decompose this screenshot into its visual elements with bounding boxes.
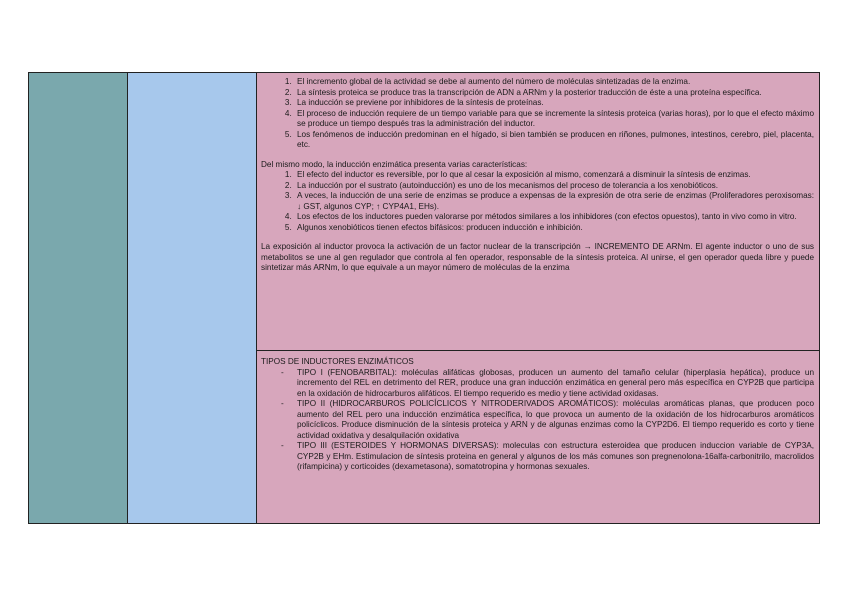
list-item: 3. A veces, la inducción de una serie de enzimas se produce a expensas de la expresión de otra serie de enzimas (Proliferadores peroxisomas: ↓ GST, algunos CYP; ↑ CYP4A1, EHs). (294, 191, 814, 212)
list-item: - TIPO III (ESTEROIDES Y HORMONAS DIVERSAS): moleculas con estructura esteroidea que producen induccion variable de CYP3A, CYP2B y EHm. Estimulacion de síntesis proteina en general y algunos de los más comunes son pregnenolona-16alfa-carbonitrilo, macrolidos (rifampicina) y corticoides (dexametasona), somatotropina y hormonas sexuales. (297, 441, 814, 473)
spacer (261, 233, 814, 242)
list-item: - TIPO I (FENOBARBITAL): moléculas alifáticas globosas, producen un aumento del tamaño celular (hiperplasia hepática), produce un incremento del REL en detrimento del RER, produce una gran inducción enzimática en general pero más específica en CYP2B que participa en la oxidación de hidrocarburos alifáticos. El tiempo requerido es medio y tiene actividad oxidasas. (297, 368, 814, 400)
list-item: 4. Los efectos de los inductores pueden valorarse por métodos similares a los inhibidores (con efectos opuestos), tanto in vivo como in vitro. (294, 212, 814, 223)
list-item: 2. La síntesis proteica se produce tras la transcripción de ADN a ARNm y la posterior traducción de éste a una proteína específica. (294, 88, 814, 99)
table-column-content (257, 73, 819, 523)
table-column-first (29, 73, 128, 523)
document-table (28, 72, 820, 524)
characteristics-intro: Del mismo modo, la inducción enzimática presenta varias características: (261, 159, 528, 169)
list-item: 5. Algunos xenobióticos tienen efectos bifásicos: producen inducción e inhibición. (294, 223, 814, 234)
list-item: 2. La inducción por el sustrato (autoinducción) es uno de los mecanismos del proceso de tolerancia a los xenobióticos. (294, 181, 814, 192)
list-item: 1. El incremento global de la actividad se debe al aumento del número de moléculas sintetizadas de la enzima. (294, 77, 814, 88)
table-cell-inducer-types (257, 351, 819, 523)
table-column-second (128, 73, 257, 523)
list-item: 5. Los fenómenos de inducción predominan en el hígado, si bien también se producen en riñones, pulmones, intestinos, cerebro, piel, placenta, etc. (294, 130, 814, 151)
inducer-types-heading: TIPOS DE INDUCTORES ENZIMÁTICOS (261, 357, 414, 366)
characteristics-list (261, 170, 814, 233)
list-item: - TIPO II (HIDROCARBUROS POLICÍCLICOS Y NITRODERIVADOS AROMÁTICOS): moléculas aromáticas planas, que producen poco aumento del REL pero una inducción enzimática específica, lo que provoca un aumento de la oxidación de los hidrocarburos aromáticos policíclicos. Produce disminución de la síntesis proteica y ARN y de algunas enzimas como la CYP2D6. El tiempo requerido es corto y tiene actividad oxidativa y desalquilación oxidativa (297, 399, 814, 441)
induction-list (261, 77, 814, 151)
list-item: 4. El proceso de inducción requiere de un tiempo variable para que se incremente la síntesis proteica (varias horas), por lo que el efecto máximo se produce un tiempo después tras la administración del inductor. (294, 109, 814, 130)
exposure-paragraph: La exposición al inductor provoca la activación de un factor nuclear de la transcripción → INCREMENTO DE ARNm. El agente inductor o uno de sus metabolitos se une al gen regulador que controla al fen operador, responsable de la síntesis proteica. Al unirse, el gen operador queda libre y puede sintetizar más ARNm, lo que equivale a un mayor número de moléculas de la enzima (261, 242, 814, 272)
list-item: 3. La inducción se previene por inhibidores de la síntesis de proteínas. (294, 98, 814, 109)
list-item: 1. El efecto del inductor es reversible, por lo que al cesar la exposición al mismo, comenzará a disminuir la síntesis de enzimas. (294, 170, 814, 181)
table-cell-induction (257, 73, 819, 351)
spacer (261, 151, 814, 160)
inducer-types-list (261, 368, 814, 473)
